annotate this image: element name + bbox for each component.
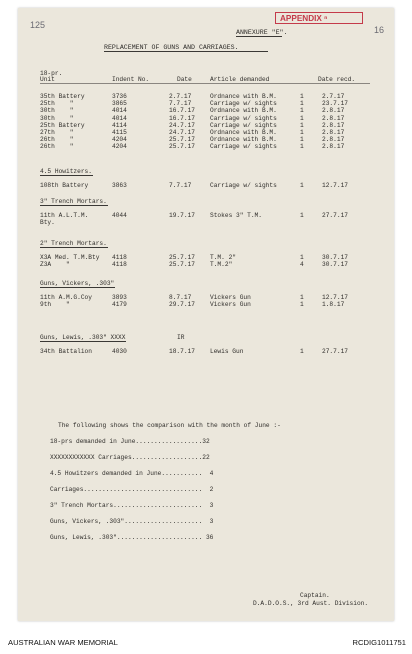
row-date: 25.7.17 [169, 136, 195, 144]
row-qty: 1 [300, 301, 304, 309]
row-date-recd: 30.7.17 [322, 254, 348, 261]
row-date: 2.7.17 [169, 93, 192, 100]
row-article: Ordnance with B.M. [210, 107, 277, 115]
row-unit: 26th " [40, 143, 74, 151]
row-indent: 3865 [112, 100, 127, 108]
row-date: 7.7.17 [169, 182, 192, 189]
row-date-recd: 2.8.17 [322, 114, 345, 122]
row-qty: 1 [300, 129, 304, 136]
signature-role: D.A.D.O.S., 3rd Aust. Division. [253, 600, 369, 607]
comparison-item: Guns, Lewis, .303"....................... 36 [50, 534, 214, 541]
row-indent: 4204 [112, 136, 127, 144]
row-article: T.M. 2" [210, 254, 236, 261]
row-qty: 1 [300, 107, 304, 115]
row-qty: 1 [300, 93, 304, 100]
row-date-recd: 2.8.17 [322, 129, 345, 136]
row-unit: 34th Battalion [40, 348, 92, 355]
row-qty: 1 [300, 143, 304, 151]
row-date-recd: 2.8.17 [322, 121, 345, 129]
row-indent: 4030 [112, 348, 127, 355]
row-unit: X3A Med. T.M.Bty [40, 254, 100, 261]
row-qty: 1 [300, 348, 304, 355]
footer-right: RCDIG1011751 [352, 638, 406, 647]
col-date-recd: Date recd. [318, 76, 356, 83]
row-date-recd: 23.7.17 [322, 100, 348, 108]
signature-rank: Captain. [300, 592, 330, 599]
row-unit: 35th Battery [40, 93, 85, 100]
row-indent: 3863 [112, 182, 127, 189]
section-heading-underline [40, 341, 126, 342]
row-qty: 1 [300, 212, 304, 219]
row-unit: 25th Battery [40, 121, 85, 129]
row-date-recd: 30.7.17 [322, 261, 348, 269]
section-heading-note: IR [177, 334, 185, 341]
row-date-recd: 2.7.17 [322, 93, 345, 100]
section-heading: Guns, Vickers, .303" [40, 280, 115, 287]
row-date-recd: 27.7.17 [322, 212, 348, 219]
section-heading-underline [40, 287, 115, 288]
row-unit: 11th A.M.G.Coy [40, 294, 92, 301]
row-date-recd: 12.7.17 [322, 294, 348, 301]
row-indent: 3893 [112, 294, 127, 301]
row-article: Ordnance with B.M. [210, 93, 277, 100]
row-date: 24.7.17 [169, 121, 195, 129]
row-qty: 1 [300, 100, 304, 108]
row-qty: 1 [300, 182, 304, 189]
annexure-underline [236, 36, 282, 37]
section-heading: 3" Trench Mortars. [40, 198, 107, 205]
comparison-item: Guns, Vickers, .303"..................... 3 [50, 518, 214, 525]
section-heading: 4.5 Howitzers. [40, 168, 92, 175]
row-unit: 30th " [40, 114, 74, 122]
row-date-recd: 2.8.17 [322, 136, 345, 144]
row-indent: 4014 [112, 107, 127, 115]
row-date-recd: 12.7.17 [322, 182, 348, 189]
row-indent: 3736 [112, 93, 127, 100]
row-indent: 4118 [112, 261, 127, 269]
row-indent: 4115 [112, 129, 127, 136]
section-heading: 2" Trench Mortars. [40, 240, 107, 247]
row-qty: 1 [300, 136, 304, 144]
row-indent: 4114 [112, 121, 127, 129]
annexure-label: ANNEXURE "E". [236, 29, 288, 36]
row-article: Vickers Gun [210, 294, 251, 301]
row-date: 19.7.17 [169, 212, 195, 219]
col-article: Article demanded [210, 76, 270, 83]
col-date: Date [177, 76, 192, 83]
row-qty: 4 [300, 261, 304, 269]
row-unit: 9th " [40, 301, 70, 309]
comparison-item: 4.5 Howitzers demanded in June........... 4 [50, 470, 214, 477]
appendix-stamp: APPENDIX ⁿ [275, 12, 363, 24]
page-number: 16 [374, 25, 385, 35]
row-unit: 27th " [40, 129, 74, 136]
row-article: Ordnance with B.M. [210, 136, 277, 144]
row-date-recd: 2.8.17 [322, 143, 345, 151]
row-unit: 26th " [40, 136, 74, 144]
row-article: Carriage w/ sights [210, 121, 277, 129]
header-rule [40, 83, 370, 84]
title-underline [104, 51, 268, 52]
row-article: T.M.2" [210, 261, 233, 269]
row-unit: Bty. [40, 219, 55, 227]
unit-prefix: 18-pr. [40, 70, 63, 77]
row-article: Carriage w/ sights [210, 114, 277, 122]
row-date: 16.7.17 [169, 114, 195, 122]
row-article: Carriage w/ sights [210, 182, 277, 189]
document-title: REPLACEMENT OF GUNS AND CARRIAGES. [104, 44, 239, 51]
section-heading-underline [40, 205, 108, 206]
row-qty: 1 [300, 121, 304, 129]
row-date: 29.7.17 [169, 301, 195, 309]
row-unit: 30th " [40, 107, 74, 115]
row-unit: Z3A " [40, 261, 70, 269]
row-article: Carriage w/ sights [210, 143, 277, 151]
section-heading-underline [40, 175, 93, 176]
row-indent: 4014 [112, 114, 127, 122]
row-article: Vickers Gun [210, 301, 251, 309]
row-unit: 108th Battery [40, 182, 89, 189]
row-qty: 1 [300, 114, 304, 122]
row-qty: 1 [300, 254, 304, 261]
row-date: 8.7.17 [169, 294, 192, 301]
row-indent: 4179 [112, 301, 127, 309]
row-date-recd: 27.7.17 [322, 348, 348, 355]
comparison-item: Carriages................................ 2 [50, 486, 214, 493]
row-date: 25.7.17 [169, 143, 195, 151]
section-heading-underline [40, 247, 108, 248]
row-date: 25.7.17 [169, 254, 195, 261]
row-unit: 11th A.L.T.M. [40, 212, 89, 219]
section-heading: Guns, Lewis, .303" XXXX [40, 334, 126, 341]
comparison-item: 3" Trench Mortars........................ 3 [50, 502, 214, 509]
row-date: 25.7.17 [169, 261, 195, 269]
row-article: Ordnance with B.M. [210, 129, 277, 136]
row-date: 24.7.17 [169, 129, 195, 136]
row-date: 18.7.17 [169, 348, 195, 355]
row-date: 7.7.17 [169, 100, 192, 108]
row-date-recd: 2.8.17 [322, 107, 345, 115]
comparison-item: XXXXXXXXXXXX Carriages...................22 [50, 454, 210, 461]
comparison-item: 18-prs demanded in June..................32 [50, 438, 210, 445]
comparison-intro: The following shows the comparison with the month of June :- [58, 422, 281, 429]
row-indent: 4044 [112, 212, 127, 219]
row-date: 16.7.17 [169, 107, 195, 115]
footer-left: AUSTRALIAN WAR MEMORIAL [8, 638, 118, 647]
row-article: Carriage w/ sights [210, 100, 277, 108]
row-unit: 25th " [40, 100, 74, 108]
row-article: Lewis Gun [210, 348, 244, 355]
row-indent: 4118 [112, 254, 127, 261]
row-qty: 1 [300, 294, 304, 301]
row-indent: 4204 [112, 143, 127, 151]
row-date-recd: 1.8.17 [322, 301, 345, 309]
page-mark-left: 125 [30, 20, 46, 30]
row-article: Stokes 3" T.M. [210, 212, 262, 219]
col-unit: Unit [40, 76, 55, 83]
col-indent: Indent No. [112, 76, 150, 83]
